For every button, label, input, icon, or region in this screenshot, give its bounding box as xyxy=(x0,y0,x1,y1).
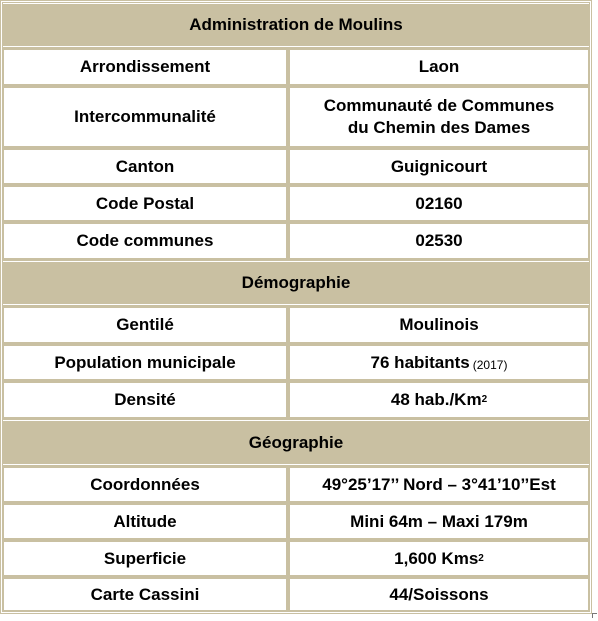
row-label: Code communes xyxy=(3,223,287,259)
table-row-code-communes xyxy=(3,223,589,259)
row-label: Code Postal xyxy=(3,186,287,221)
row-label: Coordonnées xyxy=(3,467,287,502)
table-row-superficie xyxy=(3,541,589,576)
table-row-canton xyxy=(3,149,589,184)
table-row-population xyxy=(3,345,589,380)
table-row-carte-cassini xyxy=(3,578,589,611)
table-row-densite xyxy=(3,382,589,418)
row-value: Guignicourt xyxy=(289,149,589,184)
row-value: 48 hab./Km 2 xyxy=(289,382,589,418)
row-value: 02160 xyxy=(289,186,589,221)
table-row-altitude xyxy=(3,504,589,539)
row-label: Altitude xyxy=(3,504,287,539)
row-value: 49°25’17’’ Nord – 3°41’10’’Est xyxy=(289,467,589,502)
population-year: (2017) xyxy=(472,357,508,372)
table-row-coordonnees xyxy=(3,467,589,502)
row-label: Intercommunalité xyxy=(3,87,287,147)
row-value: Laon xyxy=(289,49,589,85)
row-value: Mini 64m – Maxi 179m xyxy=(289,504,589,539)
section-title: Démographie xyxy=(241,273,351,292)
section-title: Administration de Moulins xyxy=(189,15,403,34)
row-value: Moulinois xyxy=(289,307,589,343)
row-label: Arrondissement xyxy=(3,49,287,85)
row-value xyxy=(289,345,589,380)
row-label: Superficie xyxy=(3,541,287,576)
row-label: Carte Cassini xyxy=(3,578,287,611)
section-header-demographie xyxy=(3,261,589,305)
population-value: 76 habitants xyxy=(370,352,470,372)
row-value-line: du Chemin des Dames xyxy=(347,118,531,137)
densite-value: 48 hab./Km xyxy=(390,390,482,409)
row-value-line: Communauté de Communes xyxy=(323,96,555,115)
section-title: Géographie xyxy=(248,432,344,452)
row-label: Gentilé xyxy=(3,307,287,343)
row-value: 1,600 Kms 2 xyxy=(289,541,589,576)
table-row-code-postal xyxy=(3,186,589,221)
row-label: Canton xyxy=(3,149,287,184)
superficie-value: 1,600 Kms xyxy=(394,548,479,568)
table-row-arrondissement xyxy=(3,49,589,85)
section-header-administration xyxy=(3,3,589,47)
row-label: Population municipale xyxy=(3,345,287,380)
section-header-geographie xyxy=(3,420,589,465)
table-row-intercommunalite xyxy=(3,87,589,147)
table-resize-corner[interactable] xyxy=(592,613,597,618)
row-label: Densité xyxy=(3,382,287,418)
row-value: 02530 xyxy=(289,223,589,259)
table-row-gentile xyxy=(3,307,589,343)
row-value xyxy=(289,87,589,147)
row-value: 44/Soissons xyxy=(289,578,589,611)
